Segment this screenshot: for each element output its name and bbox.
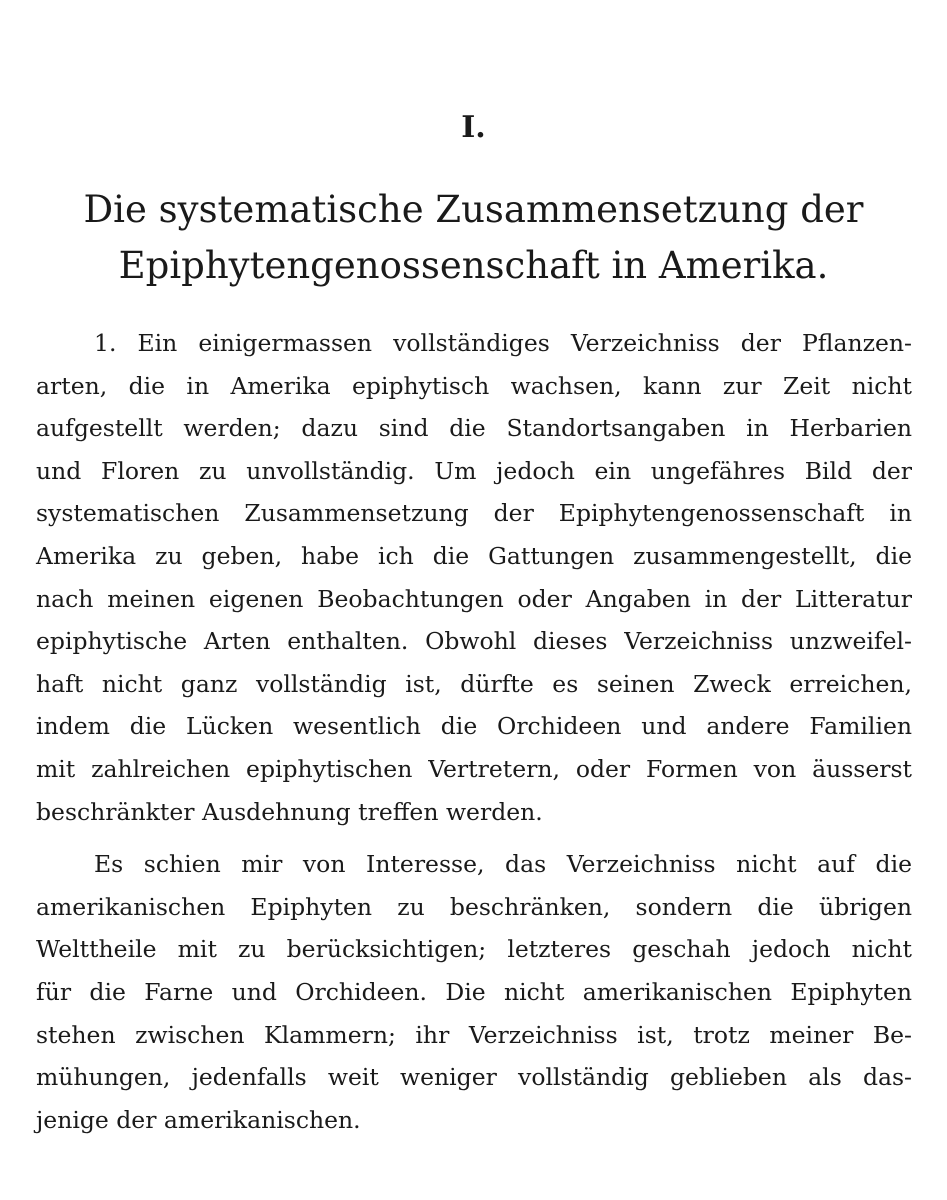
section-numeral: I. xyxy=(461,110,486,145)
text-line: beschränkter Ausdehnung treffen werden. xyxy=(36,797,543,826)
text-line: mühungen, jedenfalls weit weniger vollständig geblieben als das- xyxy=(36,1063,912,1092)
title-line: Epiphytengenossenschaft in Amerika. xyxy=(118,244,829,287)
text-line: epiphytische Arten enthalten. Obwohl dieses Verzeichniss unzweifel- xyxy=(36,627,912,656)
text-line: Es schien mir von Interesse, das Verzeichniss nicht auf die xyxy=(94,850,912,879)
text-line: amerikanischen Epiphyten zu beschränken, sondern die übrigen xyxy=(36,892,912,921)
text-line: jenige der amerikanischen. xyxy=(36,1105,361,1134)
text-line: für die Farne und Orchideen. Die nicht amerikanischen Epiphyten xyxy=(36,977,912,1006)
paragraph-2 xyxy=(36,843,912,1141)
text-line: arten, die in Amerika epiphytisch wachsen, kann zur Zeit nicht xyxy=(36,371,912,400)
text-line: Amerika zu geben, habe ich die Gattungen zusammengestellt, die xyxy=(36,541,912,570)
title-line: Die systematische Zusammensetzung der xyxy=(83,188,864,231)
text-line: Welttheile mit zu berücksichtigen; letzteres geschah jedoch nicht xyxy=(36,935,912,964)
text-line: mit zahlreichen epiphytischen Vertretern, oder Formen von äusserst xyxy=(36,754,912,783)
text-line: aufgestellt werden; dazu sind die Standortsangaben in Herbarien xyxy=(36,414,912,443)
text-line: stehen zwischen Klammern; ihr Verzeichniss ist, trotz meiner Be- xyxy=(36,1020,912,1049)
paragraph-1 xyxy=(36,322,912,833)
text-line: haft nicht ganz vollständig ist, dürfte es seinen Zweck erreichen, xyxy=(36,669,912,698)
text-line: und Floren zu unvollständig. Um jedoch ein ungefähres Bild der xyxy=(36,456,912,485)
body-text xyxy=(36,322,912,1141)
chapter-title xyxy=(40,182,907,294)
text-line: indem die Lücken wesentlich die Orchideen und andere Familien xyxy=(36,712,912,741)
text-line: systematischen Zusammensetzung der Epiphytengenossenschaft in xyxy=(36,499,912,528)
text-line: nach meinen eigenen Beobachtungen oder Angaben in der Litteratur xyxy=(36,584,912,613)
text-line: 1. Ein einigermassen vollständiges Verzeichniss der Pflanzen- xyxy=(94,329,912,357)
